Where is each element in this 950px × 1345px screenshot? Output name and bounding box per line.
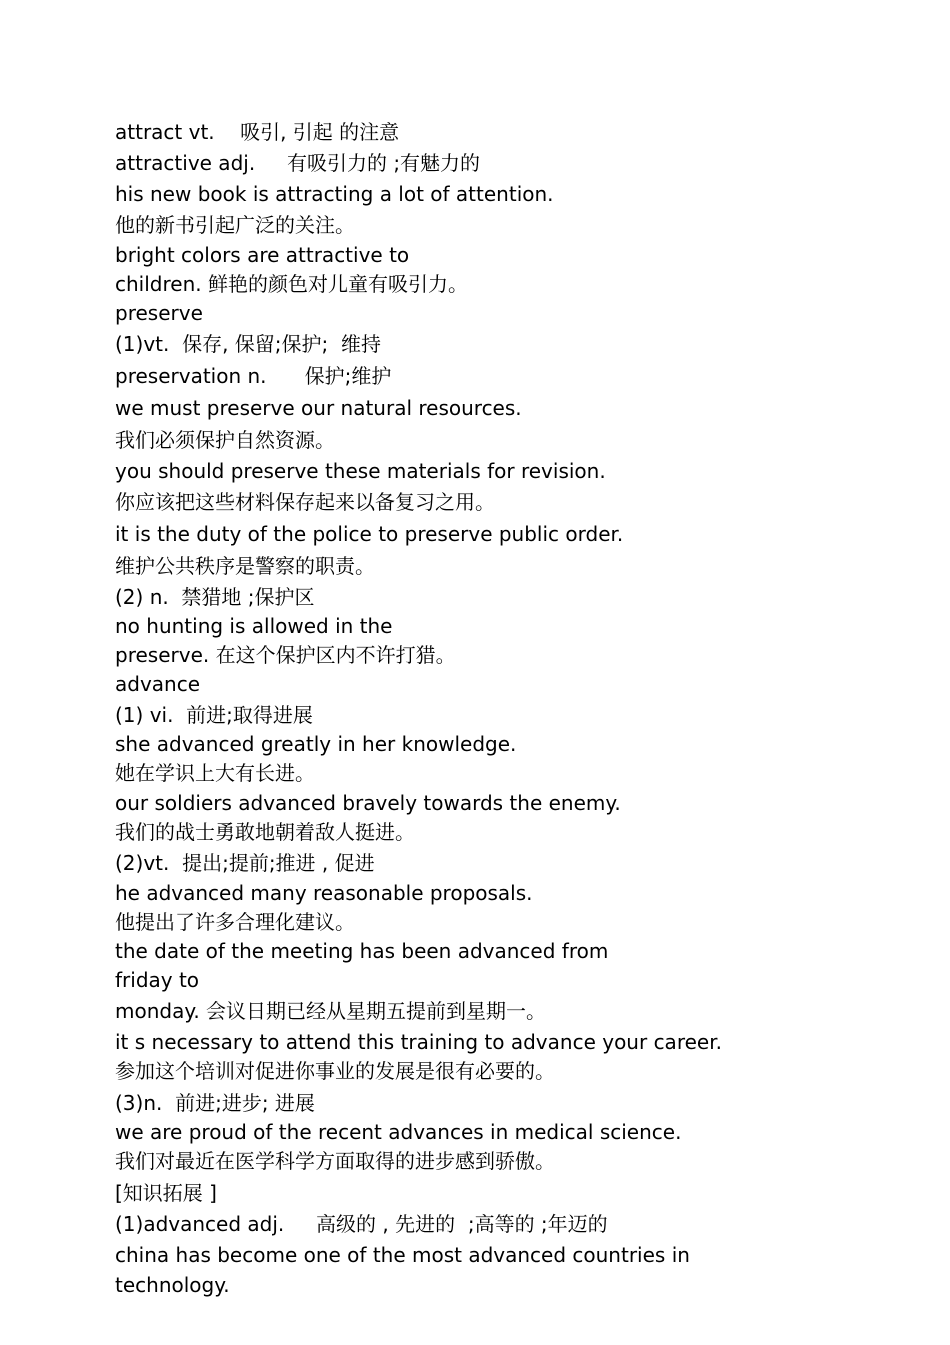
text-line: attractive adj. 有吸引力的 ;有魅力的 <box>115 151 481 175</box>
text-line: 你应该把这些材料保存起来以备复习之用。 <box>115 490 495 514</box>
text-line: he advanced many reasonable proposals. <box>115 881 533 905</box>
text-line: technology. <box>115 1273 230 1297</box>
text-line: (2)vt. 提出;提前;推进 , 促进 <box>115 851 375 875</box>
text-line: 维护公共秩序是警察的职责。 <box>115 554 375 578</box>
text-line: you should preserve these materials for revision. <box>115 459 606 483</box>
text-line: attract vt. 吸引, 引起 的注意 <box>115 120 400 144</box>
text-line: preserve. 在这个保护区内不许打猎。 <box>115 643 456 667</box>
text-line: preserve <box>115 301 203 325</box>
text-line: [知识拓展 ] <box>115 1181 217 1205</box>
text-line: preservation n. 保护;维护 <box>115 364 392 388</box>
text-line: it is the duty of the police to preserve public order. <box>115 522 624 546</box>
text-line: we must preserve our natural resources. <box>115 396 522 420</box>
text-line: it s necessary to attend this training to advance your career. <box>115 1030 722 1054</box>
text-line: 我们必须保护自然资源。 <box>115 428 335 452</box>
text-line: the date of the meeting has been advanced from <box>115 939 609 963</box>
text-line: 她在学识上大有长进。 <box>115 761 315 785</box>
text-line: children. 鲜艳的颜色对儿童有吸引力。 <box>115 272 468 296</box>
text-line: (1) vi. 前进;取得进展 <box>115 703 313 727</box>
text-line: (3)n. 前进;进步; 进展 <box>115 1091 315 1115</box>
text-line: china has become one of the most advanced countries in <box>115 1243 690 1267</box>
text-line: our soldiers advanced bravely towards the enemy. <box>115 791 621 815</box>
text-line: (1)vt. 保存, 保留;保护; 维持 <box>115 332 381 356</box>
text-line: 他提出了许多合理化建议。 <box>115 910 355 934</box>
text-line: monday. 会议日期已经从星期五提前到星期一。 <box>115 999 547 1023</box>
text-line: friday to <box>115 968 200 992</box>
text-line: 他的新书引起广泛的关注。 <box>115 213 355 237</box>
text-line: she advanced greatly in her knowledge. <box>115 732 517 756</box>
text-line: 参加这个培训对促进你事业的发展是很有必要的。 <box>115 1059 555 1083</box>
text-line: 我们的战士勇敢地朝着敌人挺进。 <box>115 820 415 844</box>
text-line: 我们对最近在医学科学方面取得的进步感到骄傲。 <box>115 1149 555 1173</box>
text-line: advance <box>115 672 201 696</box>
text-line: no hunting is allowed in the <box>115 614 393 638</box>
text-line: we are proud of the recent advances in medical science. <box>115 1120 682 1144</box>
text-line: bright colors are attractive to <box>115 243 410 267</box>
text-line: (1)advanced adj. 高级的 , 先进的 ;高等的 ;年迈的 <box>115 1212 608 1236</box>
text-line: (2) n. 禁猎地 ;保护区 <box>115 585 315 609</box>
text-line: his new book is attracting a lot of attention. <box>115 182 554 206</box>
